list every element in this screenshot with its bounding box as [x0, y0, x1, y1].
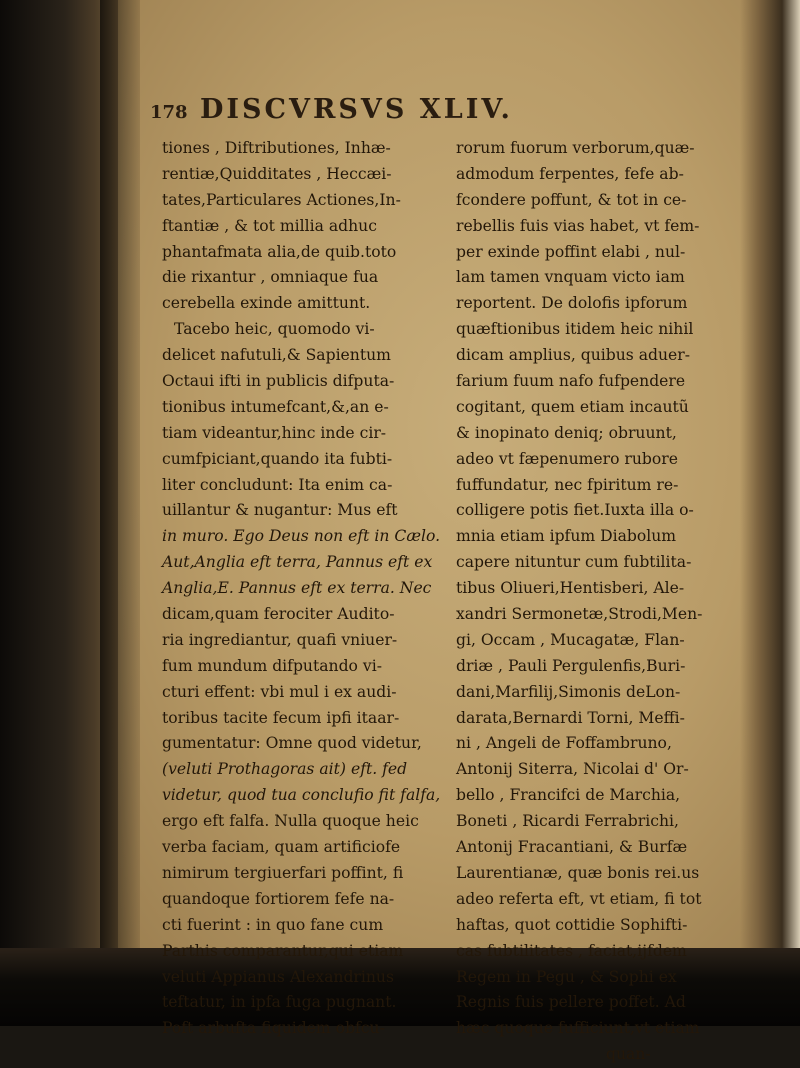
text-line: fcondere poffunt, & tot in ce- — [456, 190, 687, 209]
text-line: Aut,Anglia eft terra, Pannus eft ex — [162, 553, 433, 572]
text-line: Regnis fuis pellere poffet. Ad — [456, 993, 686, 1012]
text-line: Poft arbufta fiquidem obfcu- — [162, 1019, 385, 1038]
text-line: bello , Francifci de Marchia, — [456, 786, 681, 805]
text-line: hæc quoque fufficiunt,vt etiam — [456, 1019, 700, 1038]
text-line: xandri Sermonetæ,Strodi,Men- — [456, 605, 703, 624]
text-line: fuffundatur, nec fpiritum re- — [456, 475, 679, 494]
text-line: darata,Bernardi Torni, Meffi- — [456, 708, 685, 727]
text-line: fum mundum difputando vi- — [162, 656, 382, 675]
text-line: tiones , Diftributiones, Inhæ- — [162, 139, 391, 157]
running-head: DISCVRSVS XLIV. — [200, 94, 513, 125]
text-line: quandoque fortiorem fefe na- — [162, 889, 395, 908]
text-column-left — [162, 136, 440, 1042]
text-line: dicam,quam ferociter Audito- — [162, 605, 395, 624]
text-line: & inopinato deniq; obruunt, — [456, 423, 677, 442]
text-line: rentiæ,Quidditates , Heccæi- — [162, 164, 392, 183]
text-line: Anglia,E. Pannus eft ex terra. Nec — [162, 579, 432, 598]
text-line: lam tamen vnquam victo iam — [456, 268, 685, 287]
text-line: farium fuum nafo fufpendere — [456, 372, 686, 391]
text-line: cerebella exinde amittunt. — [162, 294, 371, 313]
text-line: Parthis comparantur,qui etiam — [162, 941, 404, 960]
text-line: teftatur, in ipfa fuga pugnant. — [162, 993, 397, 1012]
text-line: dani,Marfilij,Simonis deLon- — [456, 682, 681, 701]
text-line: gumentatur: Omne quod videtur, — [162, 734, 422, 753]
text-line: mnia etiam ipfum Diabolum — [456, 527, 677, 546]
text-line: Tacebo heic, quomodo vi- — [174, 320, 375, 339]
text-column-right — [456, 136, 756, 1068]
text-line: driæ , Pauli Pergulenfis,Buri- — [456, 656, 686, 675]
text-line: phantafmata alia,de quib.toto — [162, 242, 397, 261]
text-line: capere nituntur cum fubtilita- — [456, 553, 692, 572]
text-line: gi, Occam , Mucagatæ, Flan- — [456, 630, 685, 649]
text-line: adeo referta eft, vt etiam, fi tot — [456, 889, 702, 908]
text-line: tiam videantur,hinc inde cir- — [162, 423, 387, 442]
text-line: verba faciam, quam artificiofe — [162, 838, 401, 857]
text-line: dicam amplius, quibus aduer- — [456, 346, 691, 365]
text-line: Boneti , Ricardi Ferrabrichi, — [456, 812, 679, 831]
page-number: 178 — [150, 102, 188, 123]
text-line: tibus Oliueri,Hentisberi, Ale- — [456, 579, 685, 598]
text-line: cogitant, quem etiam incautũ — [456, 397, 689, 416]
text-line: colligere potis fiet.Iuxta illa o- — [456, 501, 694, 520]
text-line: rebellis fuis vias habet, vt fem- — [456, 216, 700, 235]
text-line: ftantiæ , & tot millia adhuc — [162, 216, 377, 235]
text-line: cas fubtilitates , faciat,ijfdem — [456, 941, 687, 960]
text-line: ergo eft falfa. Nulla quoque heic — [162, 812, 419, 831]
text-line: adeo vt fæpenumero rubore — [456, 449, 678, 468]
text-line: reportent. De dolofis ipforum — [456, 294, 688, 313]
text-line: veluti Appianus Alexandrinus — [162, 967, 394, 986]
text-line: toribus tacite fecum ipfi itaar- — [162, 708, 400, 727]
text-line: Regem in Pegu , & Sophi ex — [456, 967, 677, 986]
text-line: rorum fuorum verborum,quæ- — [456, 139, 695, 157]
text-line: Laurentianæ, quæ bonis rei.us — [456, 863, 700, 882]
text-line: per exinde poffint elabi , nul- — [456, 242, 686, 261]
text-line: nimirum tergiuerfari poffint, fi — [162, 863, 404, 882]
gutter-shadow — [100, 0, 140, 1026]
text-line: cti fuerint : in quo fane cum — [162, 915, 384, 934]
text-line: (veluti Prothagoras ait) eft. fed — [162, 760, 408, 779]
text-line: cturi effent: vbi mul i ex audi- — [162, 682, 397, 701]
text-line: haftas, quot cottidie Sophifti- — [456, 915, 688, 934]
text-line: tionibus intumefcant,&,an e- — [162, 397, 389, 416]
text-line: ni , Angeli de Foffambruno, — [456, 734, 672, 753]
text-line: delicet nafutuli,& Sapientum — [162, 346, 391, 365]
text-line: Octaui ifti in publicis difputa- — [162, 372, 395, 391]
catchword: quan- — [606, 1045, 651, 1064]
text-line: uillantur & nugantur: Mus eft — [162, 501, 398, 520]
text-line: in muro. Ego Deus non eft in Cælo. — [162, 527, 441, 546]
text-line: tates,Particulares Actiones,In- — [162, 190, 401, 209]
text-line: videtur, quod tua conclufio fit falfa, — [162, 786, 441, 805]
text-line: admodum ferpentes, fefe ab- — [456, 164, 684, 183]
text-line: liter concludunt: Ita enim ca- — [162, 475, 393, 494]
text-line: Antonij Fracantiani, & Burfæ — [456, 838, 688, 857]
text-line: die rixantur , omniaque fua — [162, 268, 379, 287]
text-line: ria ingrediantur, quafi vniuer- — [162, 630, 398, 649]
text-line: Antonij Siterra, Nicolai d' Or- — [456, 760, 689, 779]
page-header — [150, 94, 710, 126]
text-line: quæftionibus itidem heic nihil — [456, 320, 694, 339]
text-line: cumfpiciant,quando ita fubti- — [162, 449, 393, 468]
